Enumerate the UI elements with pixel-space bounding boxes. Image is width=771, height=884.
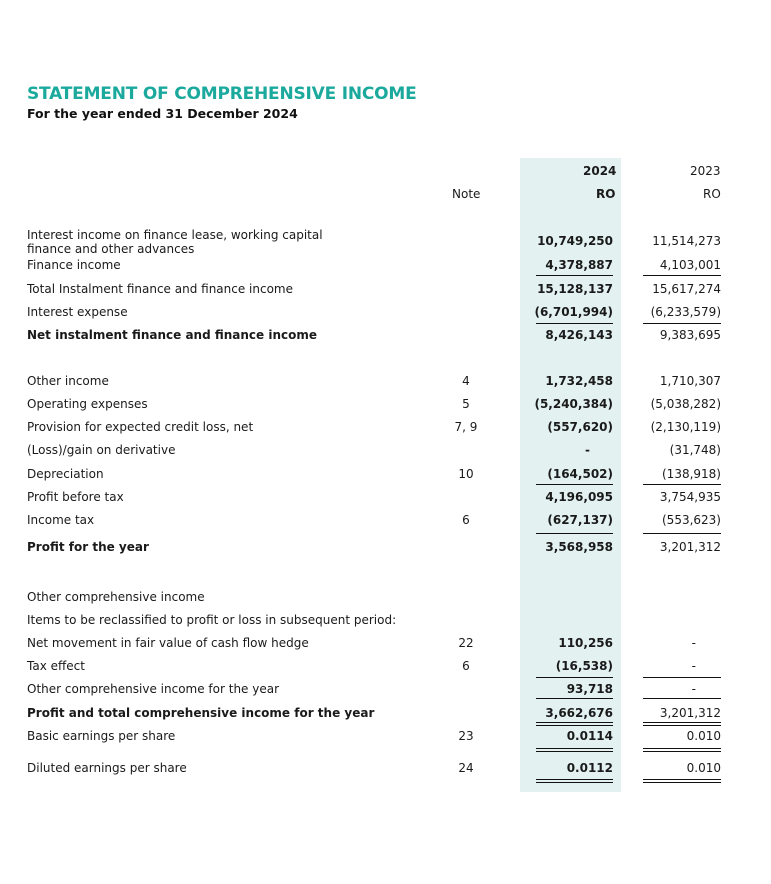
value-2023: 3,201,312 xyxy=(659,540,721,554)
value-2024: (16,538) xyxy=(555,659,613,673)
value-2024: 4,196,095 xyxy=(545,490,613,504)
subtotal-line xyxy=(536,698,613,699)
table-row xyxy=(0,539,771,555)
page-title: STATEMENT OF COMPREHENSIVE INCOME xyxy=(27,84,417,104)
row-label: Other income xyxy=(27,374,109,388)
table-row xyxy=(0,373,771,389)
value-2023: (6,233,579) xyxy=(650,305,721,319)
note-ref: 10 xyxy=(458,467,474,481)
value-2023: 3,201,312 xyxy=(659,706,721,720)
row-label-continued: finance and other advances xyxy=(27,242,195,256)
note-ref: 23 xyxy=(458,729,474,743)
subtotal-line xyxy=(643,484,721,485)
table-row xyxy=(0,612,771,628)
row-label: Total Instalment finance and finance income xyxy=(27,282,294,296)
value-2024: (627,137) xyxy=(547,513,613,527)
table-row xyxy=(0,281,771,297)
table-row xyxy=(0,512,771,528)
value-2024: 8,426,143 xyxy=(545,328,613,342)
row-label: Profit before tax xyxy=(27,490,124,504)
value-2024: 93,718 xyxy=(566,682,613,696)
value-2023: 11,514,273 xyxy=(652,234,721,248)
value-2023: (138,918) xyxy=(662,467,721,481)
value-2023: 4,103,001 xyxy=(659,258,721,272)
value-2023: (2,130,119) xyxy=(650,420,721,434)
value-2023: 15,617,274 xyxy=(652,282,721,296)
table-row xyxy=(0,396,771,412)
total-double-line xyxy=(536,722,613,723)
table-row xyxy=(0,304,771,320)
table-row xyxy=(0,589,771,605)
row-label: Depreciation xyxy=(27,467,104,481)
table-row xyxy=(0,466,771,482)
total-double-line xyxy=(643,748,721,749)
currency-2023: RO xyxy=(703,187,721,201)
subtotal-line xyxy=(536,677,613,678)
note-ref: 24 xyxy=(458,761,474,775)
value-2024: 3,568,958 xyxy=(545,540,613,554)
subtotal-line xyxy=(643,275,721,276)
total-double-line xyxy=(536,779,613,780)
value-2024: (5,240,384) xyxy=(534,397,613,411)
value-2023: 1,710,307 xyxy=(659,374,721,388)
total-double-line xyxy=(536,782,613,783)
row-label: Net movement in fair value of cash flow hedge xyxy=(27,636,309,650)
value-2023: 0.010 xyxy=(686,761,721,775)
section-label: Other comprehensive income xyxy=(27,590,205,604)
table-row xyxy=(0,442,771,458)
table-row xyxy=(0,705,771,721)
note-ref: 5 xyxy=(462,397,470,411)
value-2023: 3,754,935 xyxy=(659,490,721,504)
value-2024: 4,378,887 xyxy=(545,258,613,272)
row-label: Net instalment finance and finance income xyxy=(27,328,318,342)
total-double-line xyxy=(643,722,721,723)
row-label: Operating expenses xyxy=(27,397,148,411)
table-row xyxy=(0,489,771,505)
note-ref: 6 xyxy=(462,513,470,527)
total-double-line xyxy=(536,751,613,752)
value-2023: (31,748) xyxy=(669,443,721,457)
total-double-line xyxy=(643,751,721,752)
table-row xyxy=(0,327,771,343)
subtotal-line xyxy=(536,533,613,534)
row-label: Profit and total comprehensive income for the year xyxy=(27,706,375,720)
total-double-line xyxy=(643,725,721,726)
row-label: Provision for expected credit loss, net xyxy=(27,420,254,434)
total-double-line xyxy=(643,779,721,780)
value-2024: (6,701,994) xyxy=(534,305,613,319)
row-label: Profit for the year xyxy=(27,540,149,554)
row-label: Interest expense xyxy=(27,305,128,319)
row-label: Diluted earnings per share xyxy=(27,761,187,775)
row-label: Finance income xyxy=(27,258,121,272)
table-row xyxy=(0,681,771,697)
value-2023: - xyxy=(691,659,696,673)
total-double-line xyxy=(536,725,613,726)
subtotal-line xyxy=(643,323,721,324)
currency-2024: RO xyxy=(596,187,616,201)
note-ref: 6 xyxy=(462,659,470,673)
value-2023: (553,623) xyxy=(662,513,721,527)
total-double-line xyxy=(536,748,613,749)
page-subtitle: For the year ended 31 December 2024 xyxy=(27,106,298,121)
value-2024: 0.0114 xyxy=(566,729,613,743)
value-2023: 9,383,695 xyxy=(659,328,721,342)
value-2023: 0.010 xyxy=(686,729,721,743)
note-ref: 22 xyxy=(458,636,474,650)
value-2024: (557,620) xyxy=(547,420,613,434)
column-header-2024: 2024 xyxy=(583,164,617,178)
row-label: Income tax xyxy=(27,513,95,527)
value-2024: 1,732,458 xyxy=(545,374,613,388)
column-header-note: Note xyxy=(452,187,481,201)
value-2024: 15,128,137 xyxy=(537,282,613,296)
column-header-2023: 2023 xyxy=(690,164,721,178)
value-2024: 0.0112 xyxy=(566,761,613,775)
subtotal-line xyxy=(536,323,613,324)
subtotal-line xyxy=(536,484,613,485)
table-row xyxy=(0,635,771,651)
note-ref: 7, 9 xyxy=(454,420,478,434)
table-row xyxy=(0,760,771,776)
value-2024: 10,749,250 xyxy=(537,234,613,248)
row-label: (Loss)/gain on derivative xyxy=(27,443,176,457)
value-2024: 3,662,676 xyxy=(545,706,613,720)
table-row xyxy=(0,658,771,674)
section-label: Items to be reclassified to profit or loss in subsequent period: xyxy=(27,613,397,627)
row-label: Basic earnings per share xyxy=(27,729,176,743)
subtotal-line xyxy=(643,698,721,699)
table-row xyxy=(0,257,771,273)
subtotal-line xyxy=(643,533,721,534)
table-row xyxy=(0,419,771,435)
row-label: Tax effect xyxy=(27,659,85,673)
subtotal-line xyxy=(643,677,721,678)
subtotal-line xyxy=(536,275,613,276)
total-double-line xyxy=(643,782,721,783)
value-2024: (164,502) xyxy=(547,467,613,481)
table-row xyxy=(0,728,771,744)
row-label: Interest income on finance lease, working capital xyxy=(27,228,323,242)
value-2023: - xyxy=(691,636,696,650)
value-2023: - xyxy=(691,682,696,696)
value-2023: (5,038,282) xyxy=(650,397,721,411)
row-label: Other comprehensive income for the year xyxy=(27,682,280,696)
note-ref: 4 xyxy=(462,374,470,388)
value-2024: 110,256 xyxy=(558,636,613,650)
value-2024: - xyxy=(585,443,590,457)
